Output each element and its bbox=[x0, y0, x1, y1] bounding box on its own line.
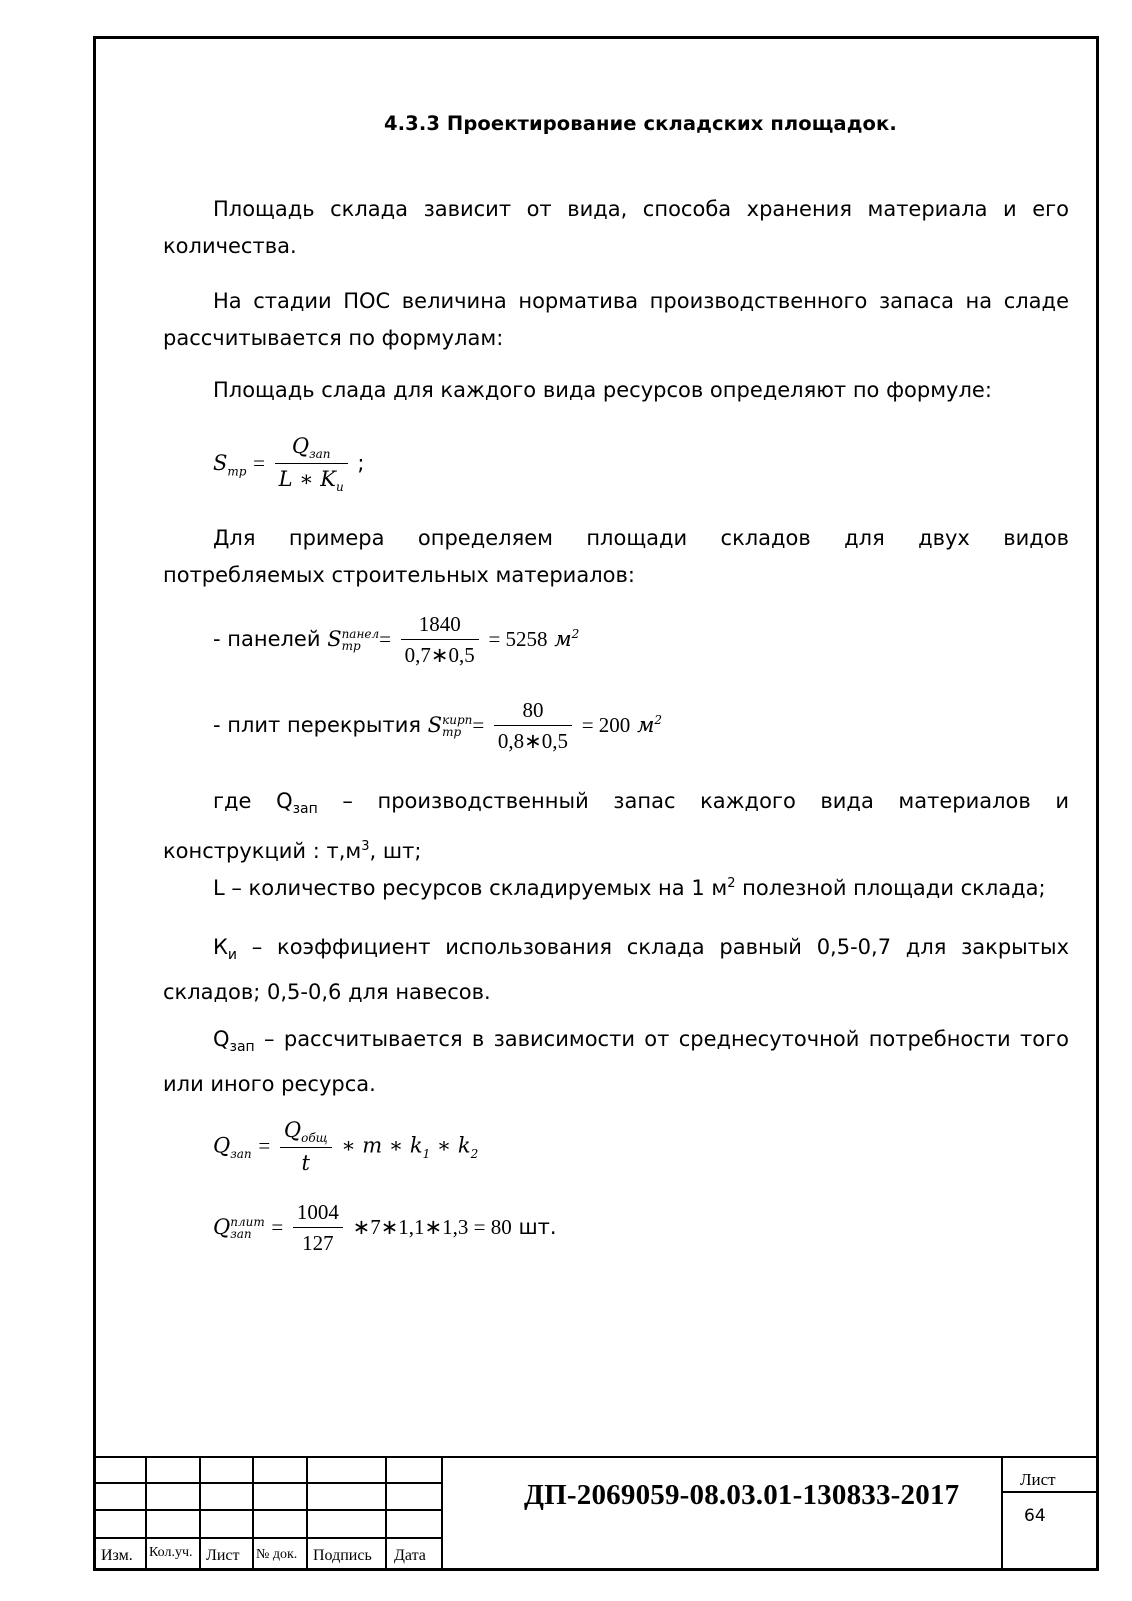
column-sheet: Лист bbox=[206, 1547, 240, 1564]
fraction: $\frac{Q_{общ}}{t}$ bbox=[280, 1118, 332, 1175]
paragraph-k-definition: $К_и$ – коэффициент использования склада равный 0,5-0,7 для закрытых складов; 0,5-0,6 для навесов. bbox=[163, 935, 1069, 1005]
title-block bbox=[93, 1456, 1099, 1571]
column-change: Изм. bbox=[101, 1547, 133, 1564]
fraction: $\frac{1840}{0,7∗0,5}$ bbox=[401, 612, 479, 668]
paragraph-area-formula-intro: Площадь слада для каждого вида ресурсов определяют по формуле: bbox=[213, 378, 992, 402]
paragraph-area-depends: Площадь склада зависит от вида, способа хранения материала и его количества. bbox=[163, 197, 1069, 258]
sheet-label: Лист bbox=[1020, 1470, 1056, 1489]
paragraph-q-definition: $Q_{зап}$ – рассчитывается в зависимости от среднесуточной потребности того или иного ресурса. bbox=[163, 1027, 1069, 1097]
paragraph-where-q: где $Q_{зап}$ – производственный запас каждого вида материалов и конструкций : $т,м^3$, шт; bbox=[163, 789, 1069, 864]
fraction: $\frac{1004}{127}$ bbox=[293, 1200, 343, 1256]
paragraph-l-definition: L – количество ресурсов складируемых на 1 $м^2$ полезной площади склада; bbox=[213, 876, 1046, 900]
formula-slab-reserve: Qплит зап = $\frac{1004}{127}$ ∗7∗1,1∗1,3 = 80 шт. bbox=[213, 1200, 557, 1255]
column-doc-number: № док. bbox=[256, 1547, 298, 1562]
formula-area: $S_{тр}$ = $\frac{Q_{зап}}{L ∗ K_и}$ ; bbox=[213, 434, 365, 495]
fraction: $\frac{80}{0,8∗0,5}$ bbox=[494, 698, 572, 754]
formula-panels: - панелей Sпанел тр = $\frac{1840}{0,7∗0,5}$ = 5258 $м^2$ bbox=[213, 612, 580, 667]
document-code: ДП-2069059-08.03.01-130833-2017 bbox=[524, 1479, 960, 1511]
formula-reserve: $Q_{зап}$ = $\frac{Q_{общ}}{t}$ ∗ m ∗ $k_1$ ∗ $k_2$ bbox=[213, 1118, 479, 1176]
formula-slabs: - плит перекрытия Sкирп тр = $\frac{80}{0,8∗0,5}$ = 200 $м^2$ bbox=[213, 698, 663, 753]
paragraph-pos-norm: На стадии ПОС величина норматива производственного запаса на сладе рассчитывается по формулам: bbox=[163, 289, 1069, 350]
section-heading: 4.3.3 Проектирование складских площадок. bbox=[384, 112, 897, 135]
column-signature: Подпись bbox=[313, 1547, 372, 1564]
sheet-number: 64 bbox=[1024, 1506, 1046, 1526]
column-count: Кол.уч. bbox=[149, 1545, 193, 1560]
fraction: $\frac{Q_{зап}}{L ∗ K_и}$ bbox=[275, 434, 348, 494]
paragraph-example: Для примера определяем площади складов для двух видов потребляемых строительных материалов: bbox=[163, 526, 1069, 587]
column-date: Дата bbox=[394, 1547, 426, 1564]
